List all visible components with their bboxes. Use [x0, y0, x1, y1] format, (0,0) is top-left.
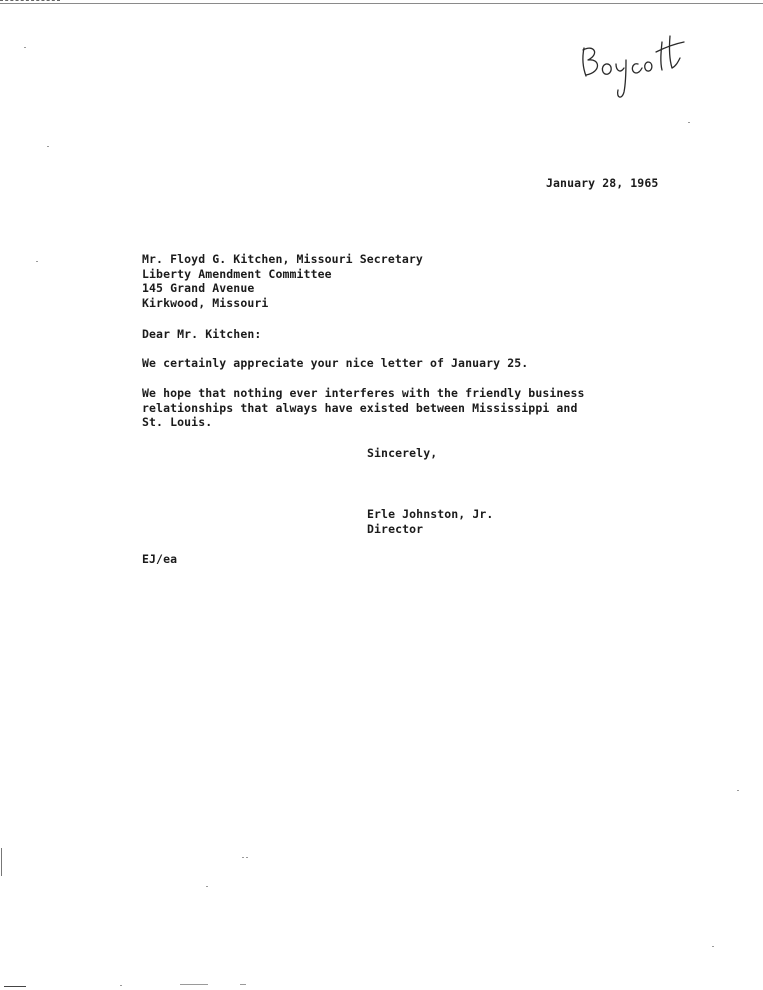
body-paragraph-2-line-1: We hope that nothing ever interferes with the friendly business	[142, 386, 585, 400]
scan-speck	[206, 886, 208, 887]
complimentary-closing: Sincerely,	[367, 446, 438, 460]
scan-speck	[712, 946, 714, 947]
scan-speck	[737, 790, 739, 791]
scan-speck	[246, 857, 248, 858]
scan-speck	[688, 122, 690, 123]
scan-speck	[180, 984, 208, 985]
scan-speck	[120, 985, 122, 986]
handwritten-boycott-annotation	[572, 28, 697, 108]
scan-speck	[36, 261, 38, 262]
page-top-perforation	[0, 0, 60, 1]
reference-initials: EJ/ea	[142, 552, 178, 566]
body-paragraph-2-line-3: St. Louis.	[142, 415, 213, 429]
scan-speck	[242, 857, 244, 858]
recipient-line-street: 145 Grand Avenue	[142, 281, 255, 295]
scan-edge-mark	[4, 986, 26, 987]
signer-title: Director	[367, 521, 424, 536]
recipient-line-name: Mr. Floyd G. Kitchen, Missouri Secretary	[142, 252, 423, 266]
recipient-line-organization: Liberty Amendment Committee	[142, 266, 332, 281]
letter-date: January 28, 1965	[546, 176, 659, 190]
body-paragraph-1: We certainly appreciate your nice letter of January 25.	[142, 356, 529, 370]
recipient-line-city: Kirkwood, Missouri	[142, 295, 269, 310]
scan-speck	[47, 146, 49, 147]
scan-speck	[24, 47, 26, 48]
salutation: Dear Mr. Kitchen:	[142, 327, 262, 341]
page-top-edge	[0, 3, 763, 4]
body-paragraph-2-line-2: relationships that always have existed between Mississippi and	[142, 400, 578, 415]
signer-name: Erle Johnston, Jr.	[367, 507, 494, 521]
scan-left-edge-mark	[1, 848, 2, 876]
scan-speck	[240, 984, 246, 985]
